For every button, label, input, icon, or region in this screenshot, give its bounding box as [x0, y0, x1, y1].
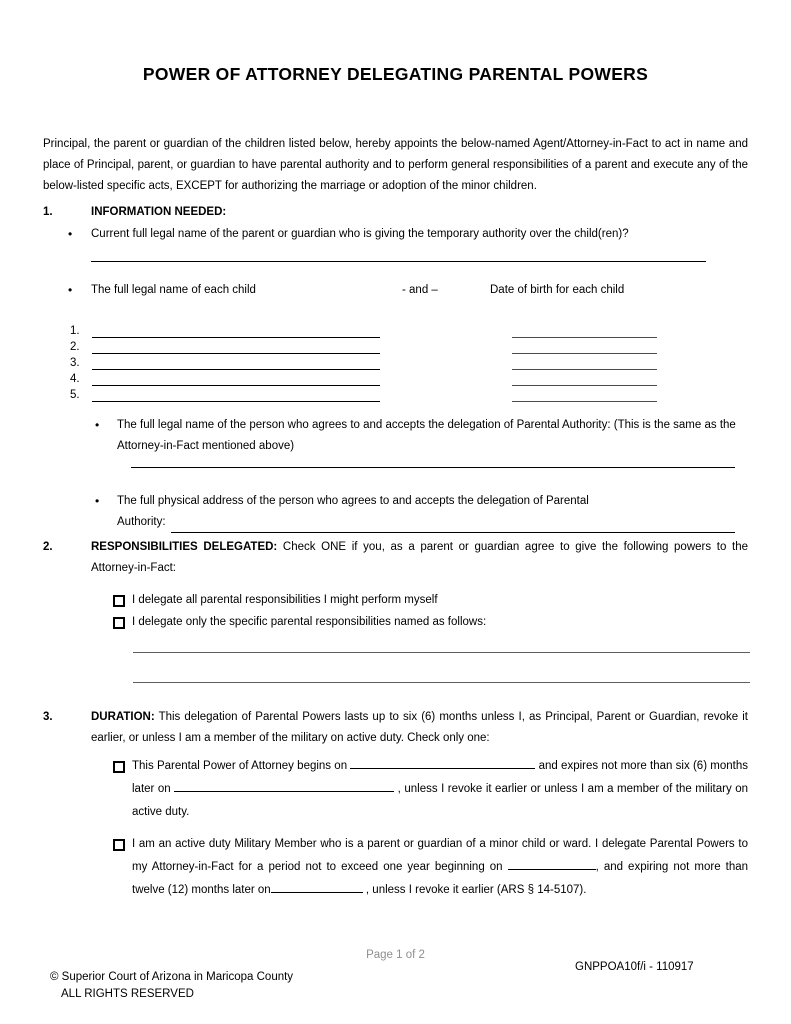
- copyright-line1: © Superior Court of Arizona in Maricopa County: [50, 971, 294, 983]
- bullet-icon: •: [95, 418, 100, 432]
- section-3-number: 3.: [43, 711, 53, 723]
- child-row: [43, 338, 748, 354]
- specific-responsibilities-field-2[interactable]: [133, 653, 750, 683]
- child-row-number: 5.: [70, 389, 80, 401]
- bullet-icon: •: [68, 227, 73, 241]
- standard-duration-seg1: This Parental Power of Attorney begins on: [132, 760, 348, 772]
- section-2-number: 2.: [43, 541, 53, 553]
- standard-duration-option: [43, 755, 748, 824]
- child-row: [43, 354, 748, 370]
- child-dob-field[interactable]: [512, 374, 657, 386]
- child-name-field[interactable]: [92, 358, 380, 370]
- child-row-number: 3.: [70, 357, 80, 369]
- military-duration-checkbox[interactable]: [113, 839, 125, 851]
- delegate-all-row: [43, 590, 748, 611]
- military-expire-date-field[interactable]: [271, 882, 363, 893]
- bullet-icon: •: [95, 494, 100, 508]
- child-name-field[interactable]: [92, 326, 380, 338]
- standard-duration-seg2: and expires not more than six (6) months later on: [132, 760, 748, 795]
- child-dob-field[interactable]: [512, 326, 657, 338]
- bullet-icon: •: [68, 283, 73, 297]
- section-2-instruction: Check ONE if you, as a parent or guardian agree to give the following powers to the Attorney-in-Fact:: [91, 541, 748, 574]
- agent-name-field[interactable]: [131, 457, 735, 468]
- military-duration-text: [132, 833, 748, 902]
- section-1-header: [43, 202, 748, 223]
- copyright-line2: ALL RIGHTS RESERVED: [61, 988, 194, 1000]
- child-name-field[interactable]: [92, 390, 380, 402]
- section-3-heading: DURATION:: [91, 711, 155, 723]
- standard-duration-seg3: , unless I revoke it earlier or unless I am a member of the military on active duty.: [132, 783, 748, 818]
- delegate-specific-checkbox[interactable]: [113, 617, 125, 629]
- agent-address-bullet-row: [43, 491, 748, 533]
- and-separator: - and –: [402, 284, 438, 296]
- child-dob-field[interactable]: [512, 390, 657, 402]
- military-duration-option: [43, 833, 748, 902]
- agent-name-question: The full legal name of the person who agrees to and accepts the delegation of Parental Authority: (This is the same as the Attorney-in-Fact mentioned above): [117, 419, 736, 452]
- form-code: GNPPOA10f/i - 110917: [575, 961, 694, 973]
- military-begin-date-field[interactable]: [508, 859, 596, 870]
- child-row-number: 1.: [70, 325, 80, 337]
- child-row-number: 4.: [70, 373, 80, 385]
- child-name-header: The full legal name of each child: [91, 284, 256, 296]
- delegate-all-label: I delegate all parental responsibilities I might perform myself: [132, 594, 438, 606]
- standard-duration-checkbox[interactable]: [113, 761, 125, 773]
- parent-name-question: Current full legal name of the parent or guardian who is giving the temporary authority over the child(ren)?: [91, 228, 629, 240]
- military-duration-seg1: I am an active duty Military Member who is a parent or guardian of a minor child or ward. I delegate Parental Powers to my Attorney-in-Fact for a period not to exceed one year beginning on: [132, 838, 748, 873]
- section-3-instruction: This delegation of Parental Powers lasts up to six (6) months unless I, as Principal, Parent or Guardian, revoke it earlier, or unless I am a member of the military on active duty. Check only one:: [91, 711, 748, 744]
- military-duration-seg2: , and expiring not more than twelve (12) months later on: [132, 861, 749, 896]
- section-1-number: 1.: [43, 206, 53, 218]
- expire-date-field[interactable]: [174, 781, 394, 792]
- child-dob-field[interactable]: [512, 358, 657, 370]
- parent-name-field[interactable]: [91, 245, 706, 262]
- section-3-header: [43, 707, 748, 749]
- agent-address-question: The full physical address of the person who agrees to and accepts the delegation of Parental: [117, 495, 589, 507]
- page-indicator: Page 1 of 2: [366, 949, 425, 961]
- page-title: POWER OF ATTORNEY DELEGATING PARENTAL POWERS: [142, 64, 649, 84]
- begin-date-field[interactable]: [350, 758, 535, 769]
- parent-name-bullet-row: [43, 224, 748, 245]
- delegate-specific-row: [43, 612, 748, 633]
- child-name-field[interactable]: [92, 374, 380, 386]
- child-name-field[interactable]: [92, 342, 380, 354]
- section-2-header: [43, 537, 748, 579]
- delegate-all-checkbox[interactable]: [113, 595, 125, 607]
- child-dob-field[interactable]: [512, 342, 657, 354]
- section-1-heading: INFORMATION NEEDED:: [91, 206, 227, 218]
- children-table-header: [43, 280, 748, 301]
- military-duration-seg3: , unless I revoke it earlier (ARS § 14-5107).: [365, 884, 587, 896]
- delegate-specific-label: I delegate only the specific parental responsibilities named as follows:: [132, 616, 487, 628]
- specific-responsibilities-field-1[interactable]: [133, 633, 750, 653]
- section-2-heading: RESPONSIBILITIES DELEGATED:: [91, 541, 278, 553]
- agent-name-bullet-row: [43, 415, 748, 457]
- dob-header: Date of birth for each child: [490, 284, 625, 296]
- intro-paragraph: Principal, the parent or guardian of the children listed below, hereby appoints the below-named Agent/Attorney-in-Fact to act in name and place of Principal, parent, or guardian to have parental authority and to perform general responsibilities of a parent and execute any of the below-listed specific acts, EXCEPT for authorizing the marriage or adoption of the minor children.: [43, 138, 748, 192]
- standard-duration-text: [132, 755, 748, 824]
- copyright-block: [50, 969, 293, 1003]
- agent-address-label: Authority:: [117, 516, 166, 528]
- child-row: [43, 386, 748, 402]
- child-row-number: 2.: [70, 341, 80, 353]
- agent-address-field[interactable]: [171, 519, 735, 533]
- child-row: [43, 322, 748, 338]
- child-row: [43, 370, 748, 386]
